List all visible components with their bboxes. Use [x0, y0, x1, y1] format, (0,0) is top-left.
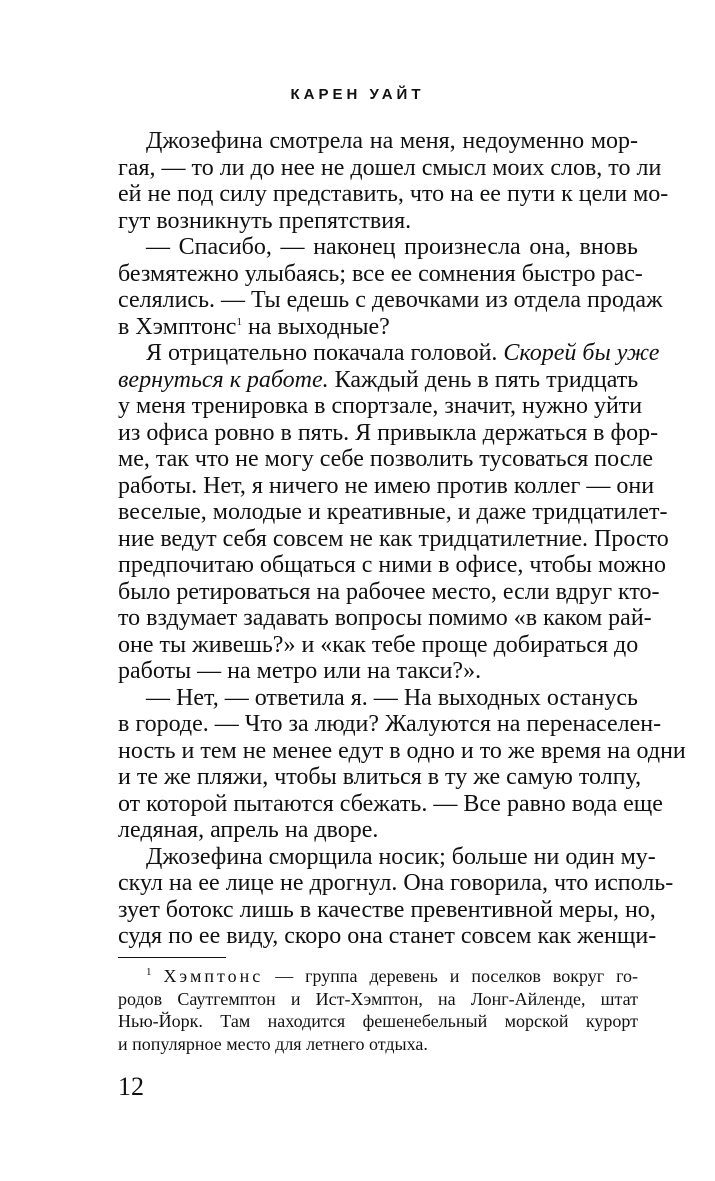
text-line: ность и тем не менее едут в одно и то же время на одни: [118, 737, 686, 764]
text-line: работы. Нет, я ничего не имею против коллег — они: [118, 472, 655, 499]
text-line: — Спасибо, — наконец произнесла она, вновь: [146, 234, 638, 260]
paragraph-2: [118, 234, 663, 340]
text-fragment: Каждый день в пять тридцать: [328, 366, 639, 393]
italic-text: вернуться к работе.: [118, 366, 329, 393]
text-fragment: в Хэмптонс: [118, 313, 237, 340]
text-line: и те же пляжи, чтобы влиться в ту же самую толпу,: [118, 764, 642, 790]
footnote-line: [118, 965, 638, 988]
footnote-line: Нью-Йорк. Там находится фешенебельный морской курорт: [118, 1011, 638, 1031]
paragraph-5: [118, 843, 674, 950]
text-line: предпочитаю общаться с ними в офисе, чтобы можно: [118, 552, 667, 578]
text-line: [118, 367, 638, 394]
footnote-divider: [118, 957, 226, 958]
text-line: ей не под силу представить, что на ее пути к цели мо-: [118, 181, 669, 207]
text-line: [118, 340, 660, 367]
footnote-reference[interactable]: 1: [236, 315, 242, 328]
text-line: — Нет, — ответила я. — На выходных останусь: [146, 684, 638, 711]
text-fragment: Я отрицательно покачала головой.: [146, 340, 504, 366]
footnote-line: родов Саутгемптон и Ист-Хэмптон, на Лонг-Айленде, штат: [118, 988, 638, 1009]
text-line: то вздумает задавать вопросы помимо «в каком рай-: [118, 605, 652, 631]
page-number: 12: [118, 1072, 144, 1101]
text-line: из офиса ровно в пять. Я привыкла держаться в фор-: [118, 419, 659, 446]
text-line: от которой пытаются сбежать. — Все равно вода еще: [118, 790, 663, 817]
footnote-line: и популярное место для летнего отдыха.: [118, 1033, 428, 1054]
italic-text: Скорей бы уже: [503, 340, 660, 366]
text-line: оне ты живешь?» и «как тебе проще добираться до: [118, 631, 639, 658]
text-line: [118, 314, 638, 341]
text-line: гая, — то ли до нее не дошел смысл моих слов, то ли: [118, 154, 662, 181]
text-fragment: на выходные?: [241, 313, 390, 340]
footnote-marker: 1: [146, 966, 152, 978]
paragraph-3: [118, 340, 669, 685]
text-line: ледяная, апрель на дворе.: [118, 817, 379, 843]
text-line: судя по ее виду, скоро она станет совсем как женщи-: [118, 923, 657, 949]
text-line: зует ботокс лишь в качестве превентивной меры, но,: [118, 896, 656, 923]
footnote-term: Хэмптонс: [163, 966, 264, 986]
text-line: Джозефина смотрела на меня, недоуменно мор-: [146, 128, 638, 154]
running-header-author: КАРЕН УАЙТ: [290, 86, 425, 103]
text-line: селялись. — Ты едешь с девочками из отдела продаж: [118, 287, 663, 313]
text-line: у меня тренировка в спортзале, значит, нужно уйти: [118, 393, 643, 419]
paragraph-4: [118, 684, 686, 844]
text-line: Джозефина сморщила носик; больше ни один му-: [146, 843, 656, 870]
text-line: гут возникнуть препятствия.: [118, 207, 412, 234]
text-line: ние ведут себя совсем не как тридцатилетние. Просто: [118, 525, 669, 552]
paragraph-1: [118, 128, 669, 234]
text-line: было ретироваться на рабочее место, если вдруг кто-: [118, 578, 660, 605]
text-line: веселые, молодые и креативные, и даже тридцатилет-: [118, 499, 668, 525]
footnote: [118, 965, 638, 1055]
text-line: ме, так что не могу себе позволить тусоваться после: [118, 446, 653, 472]
main-text: [118, 128, 686, 950]
text-line: работы — на метро или на такси?».: [118, 658, 482, 684]
text-fragment: — группа деревень и поселков вокруг го-: [263, 966, 638, 986]
text-line: в городе. — Что за люди? Жалуются на перенаселен-: [118, 711, 662, 737]
text-line: скул на ее лице не дрогнул. Она говорила, что исполь-: [118, 870, 674, 896]
text-line: безмятежно улыбаясь; все ее сомнения быстро рас-: [118, 260, 643, 287]
